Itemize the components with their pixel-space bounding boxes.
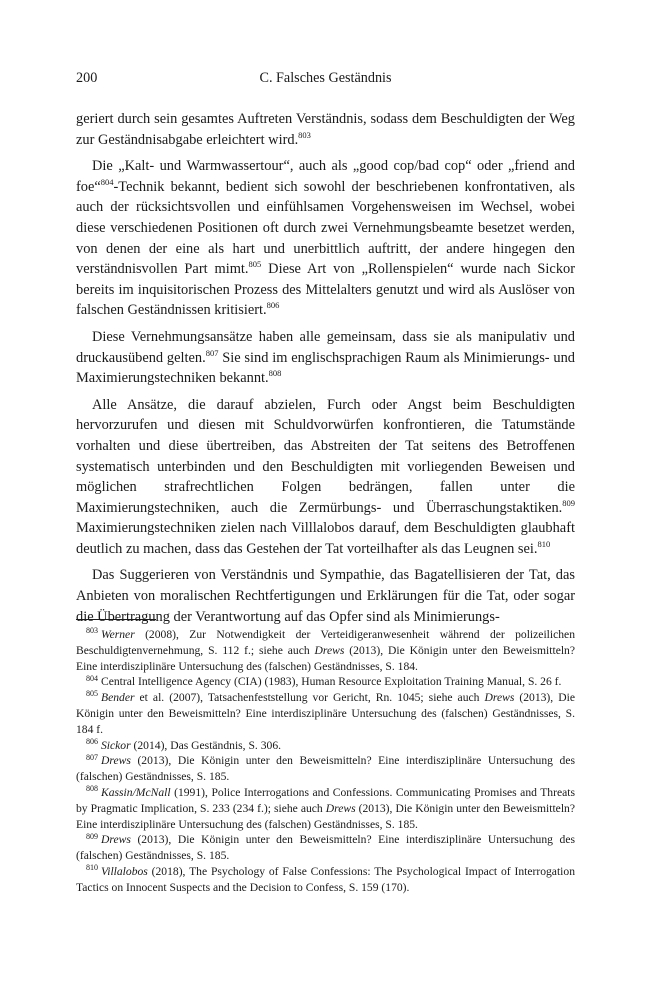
chapter-title: C. Falsches Geständnis (259, 70, 392, 86)
author-name: Werner (101, 628, 135, 641)
footnote (76, 674, 575, 690)
footnote (76, 785, 575, 832)
author-name: Villalobos (101, 864, 148, 878)
page-number: 200 (76, 70, 98, 86)
footnote-number: 806 (86, 736, 98, 746)
body-paragraph (76, 395, 575, 560)
text-run: (2013), Die Königin unter den Beweismitteln? Eine interdisziplinäre Untersuchung des (falschen) Geständnisses, S. 184 f. (76, 691, 575, 736)
footnote-number: 803 (86, 626, 98, 636)
footnote-number: 808 (86, 784, 98, 794)
text-run: Die „Kalt- und Warmwassertour“, auch als „good cop/bad cop“ oder „friend and foe“ (76, 158, 575, 195)
footnote-reference: 807 (205, 347, 219, 358)
text-run: (2008), Zur Notwendigkeit der Verteidigeranwesenheit während der polizeilichen Beschuldigtenvernehmung, S. 112 f.; siehe auch (76, 628, 575, 657)
footnote-number: 807 (86, 752, 98, 762)
text-run: Sie sind im englischsprachigen Raum als Minimierungs- und Maximierungstechniken bekannt. (76, 349, 575, 387)
book-page (76, 0, 575, 985)
footnote-reference: 805 (248, 259, 262, 270)
text-run: (2013), Die Königin unter den Beweismitteln? Eine interdisziplinäre Untersuchung des (falschen) Geständnisses, S. 184. (76, 643, 575, 673)
body-paragraph (76, 156, 575, 321)
text-run: Central Intelligence Agency (CIA) (1983), Human Resource Exploitation Training Manual, S. 26 f. (101, 675, 562, 689)
text-run: (2014), Das Geständnis, S. 306. (130, 738, 282, 752)
text-run: Diese Vernehmungsansätze haben alle gemeinsam, dass sie als manipulativ und druckausübend gelten. (76, 328, 575, 366)
footnote-reference: 809 (562, 497, 575, 508)
text-run: et al. (2007), Tatsachenfeststellung vor Gericht, Rn. 1045; siehe auch (134, 691, 485, 705)
footnote-number: 809 (86, 831, 98, 841)
body-paragraph (76, 109, 575, 150)
body-paragraph (76, 565, 575, 627)
text-run: (2013), Die Königin unter den Beweismitteln? Eine interdisziplinäre Untersuchung des (falschen) Geständnisses, S. 185. (76, 754, 575, 784)
footnote (76, 832, 575, 864)
footnote-reference: 808 (268, 368, 282, 379)
text-run: -Technik bekannt, bedient sich sowohl der beschriebenen konfrontativen, als auch der rücksichtsvollen und einfühlsamen Vorgehensweisen im Wechsel, wobei diese verschiedenen Positionen oft durch zwei Vernehmungsbeamte besetzet werden, von denen der eine als hart und unerbittlich auftritt, der andere hingegen den verständnisvollen Part mimt. (76, 178, 575, 278)
text-run: Diese Art von „Rollenspielen“ wurde nach Sickor bereits im inquisitorischen Prozess des Mittelalters genutzt und wird als Auslöser von falschen Geständnissen kritisiert. (76, 261, 575, 319)
author-name: Kassin/McNall (101, 785, 171, 799)
footnote (76, 627, 575, 674)
text-run: (2018), The Psychology of False Confessions: The Psychological Impact of Interrogation Tactics on Innocent Suspects and the Decision to Confess, S. 159 (170). (76, 864, 575, 894)
author-name: Bender (101, 691, 135, 705)
author-name: Drews (314, 643, 345, 657)
footnote-reference: 810 (537, 539, 551, 550)
text-run: (1991), Police Interrogations and Confessions. Communicating Promises and Threats by Pragmatic Implication, S. 233 (234 f.); siehe auch (76, 785, 575, 815)
author-name: Drews (484, 691, 515, 705)
text-run: (2013), Die Königin unter den Beweismitteln? Eine interdisziplinäre Untersuchung des (falschen) Geständnisses, S. 185. (76, 801, 575, 831)
running-head (76, 70, 575, 90)
footnote-number: 805 (86, 689, 98, 699)
text-run: Maximierungstechniken zielen nach Villlalobos darauf, dem Beschuldigten glaubhaft deutlich zu machen, dass das Gestehen der Tat vorteilhafter als das Leugnen sei. (76, 520, 575, 557)
body-paragraph (76, 327, 575, 389)
footnote-number: 804 (86, 673, 98, 683)
text-run: Alle Ansätze, die darauf abzielen, Furch oder Angst beim Beschuldigten hervorzurufen und diesen mit Schuldvorwürfen konfrontieren, die Tatumstände vorhalten und diese übertreiben, das Abstreiten der Tat seitens des Betroffenen systematisch unterbinden und den Beschuldigten mit vorliegenden Beweisen und möglichen strafrechtlichen Folgen bedrängen, fallen unter die Maximierungstechniken, auch die Zermürbungs- und Überraschungstaktiken. (76, 396, 575, 516)
footnote-reference: 803 (298, 129, 311, 140)
footnote-reference: 806 (266, 300, 280, 311)
text-run: Das Suggerieren von Verständnis und Sympathie, das Bagatellisieren der Tat, das Anbieten von moralischen Rechtfertigungen und Erklärungen für die Tat, oder sogar die Übertragung der Verantwortung auf das Opfer sind als Minimierungs- (76, 567, 575, 625)
text-run: (2013), Die Königin unter den Beweismitteln? Eine interdisziplinäre Untersuchung des (falschen) Geständnisses, S. 185. (76, 833, 575, 863)
author-name: Drews (101, 833, 131, 847)
footnote (76, 690, 575, 737)
footnote-number: 810 (86, 863, 98, 873)
author-name: Sickor (101, 738, 131, 752)
footnote (76, 864, 575, 896)
footnote-divider (76, 619, 156, 620)
footnote (76, 738, 575, 754)
text-run: geriert durch sein gesamtes Auftreten Verständnis, sodass dem Beschuldigten der Weg zur Geständnisabgabe erleichtert wird. (76, 111, 575, 148)
footnote-reference: 804 (100, 176, 114, 187)
author-name: Drews (101, 754, 131, 768)
footnote (76, 753, 575, 785)
footnotes-section (76, 627, 575, 896)
author-name: Drews (325, 801, 356, 815)
